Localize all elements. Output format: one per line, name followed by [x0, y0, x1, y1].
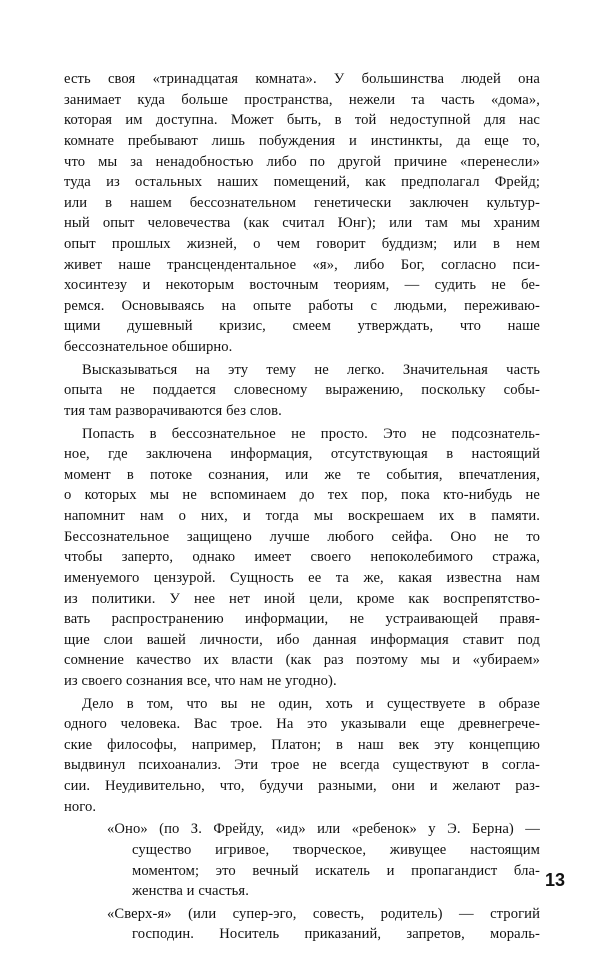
paragraph-first-line: Высказываться на эту тему не легко. Значительная часть	[82, 361, 540, 378]
text-line: что мы за ненадобностью либо по другой причине «перенесли»	[64, 153, 540, 170]
text-line: именуемого цензурой. Сущность ее та же, какая известна нам	[64, 569, 540, 586]
text-line: сомнение качество их власти (как раз поэтому мы и «убираем»	[64, 652, 540, 669]
text-line: одного человека. Вас трое. На это указывали еще древнегрече-	[64, 716, 540, 733]
text-line: есть своя «тринадцатая комната». У большинства людей она	[64, 71, 540, 87]
text-line: которая им доступна. Может быть, в той недоступной для нас	[64, 112, 540, 129]
text-line: из политики. У нее нет иной цели, кроме как воспрепятство-	[64, 590, 540, 607]
text-line: из своего сознания все, что нам не угодно).	[64, 673, 337, 689]
page-number: 13	[545, 870, 566, 890]
text-line: ремся. Основываясь на опыте работы с людьми, переживаю-	[64, 297, 540, 314]
text-line: щими душевный кризис, смеем утверждать, что наше	[64, 318, 540, 335]
text-line: выдвинул психоанализ. Эти трое не всегда существуют в согла-	[64, 757, 540, 774]
text-line: бессознательное обширно.	[64, 339, 233, 355]
text-line: занимает куда больше пространства, нежели та часть «дома»,	[64, 91, 540, 108]
paragraph-first-line: Попасть в бессознательное не просто. Это не подсознатель-	[82, 425, 540, 442]
text-line: живет наше трансцендентальное «я», либо Бог, согласно пси-	[64, 256, 540, 273]
text-line: ские философы, например, Платон; в наш век эту концепцию	[64, 736, 540, 753]
text-line: или в нашем бессознательном генетически заключен культур-	[64, 194, 540, 211]
text-line: туда из остальных наших помещений, как предполагал Фрейд;	[64, 174, 540, 191]
text-line: щие слои вашей личности, ибо данная информация ставит под	[64, 631, 540, 648]
text-line: ного.	[64, 798, 97, 815]
text-line: чтобы заперто, однако имеет своего непоколебимого стража,	[64, 549, 540, 566]
text-line: тия там разворачиваются без слов.	[64, 402, 282, 419]
definition-first-line: «Сверх-я» (или супер-эго, совесть, родитель) — строгий	[107, 905, 540, 922]
text-line: хосинтезу и некоторым восточным теориям, — судить не бе-	[64, 277, 540, 294]
definition-first-line: «Оно» (по З. Фрейду, «ид» или «ребенок» у Э. Берна) —	[107, 821, 540, 838]
text-line: опыт прошлых жизней, о чем говорит буддизм; или в нем	[64, 236, 540, 252]
text-line: ное, где заключена информация, отсутствующая в настоящий	[64, 446, 540, 463]
definition-line: моментом; это вечный искатель и пропагандист бла-	[132, 862, 540, 879]
text-line: момент в потоке сознания, или же те события, впечатления,	[64, 466, 540, 483]
paragraph-first-line: Дело в том, что вы не один, хоть и существуете в образе	[82, 695, 540, 712]
text-line: комнате пребывают лишь побуждения и инстинкты, да еще то,	[64, 132, 540, 149]
text-line: опыта не поддается словесному выражению, поскольку собы-	[64, 382, 540, 399]
definition-line: господин. Носитель приказаний, запретов, мораль-	[132, 926, 540, 943]
text-line: ный опыт человечества (как считал Юнг); или там мы храним	[64, 215, 540, 232]
text-line: напомнит нам о них, и тогда мы воскрешаем их в памяти.	[64, 508, 540, 524]
text-line: Бессознательное защищено лучше любого сейфа. Оно не то	[64, 528, 540, 545]
text-line: о которых мы не вспоминаем до тех пор, пока кто-нибудь не	[64, 487, 540, 504]
definition-line: существо игривое, творческое, живущее настоящим	[132, 841, 540, 858]
definition-line: женства и счастья.	[132, 883, 249, 900]
text-line: вать распространению информации, не устраивающей правя-	[64, 611, 540, 628]
text-line: сии. Неудивительно, что, будучи разными, они и желают раз-	[64, 778, 540, 794]
